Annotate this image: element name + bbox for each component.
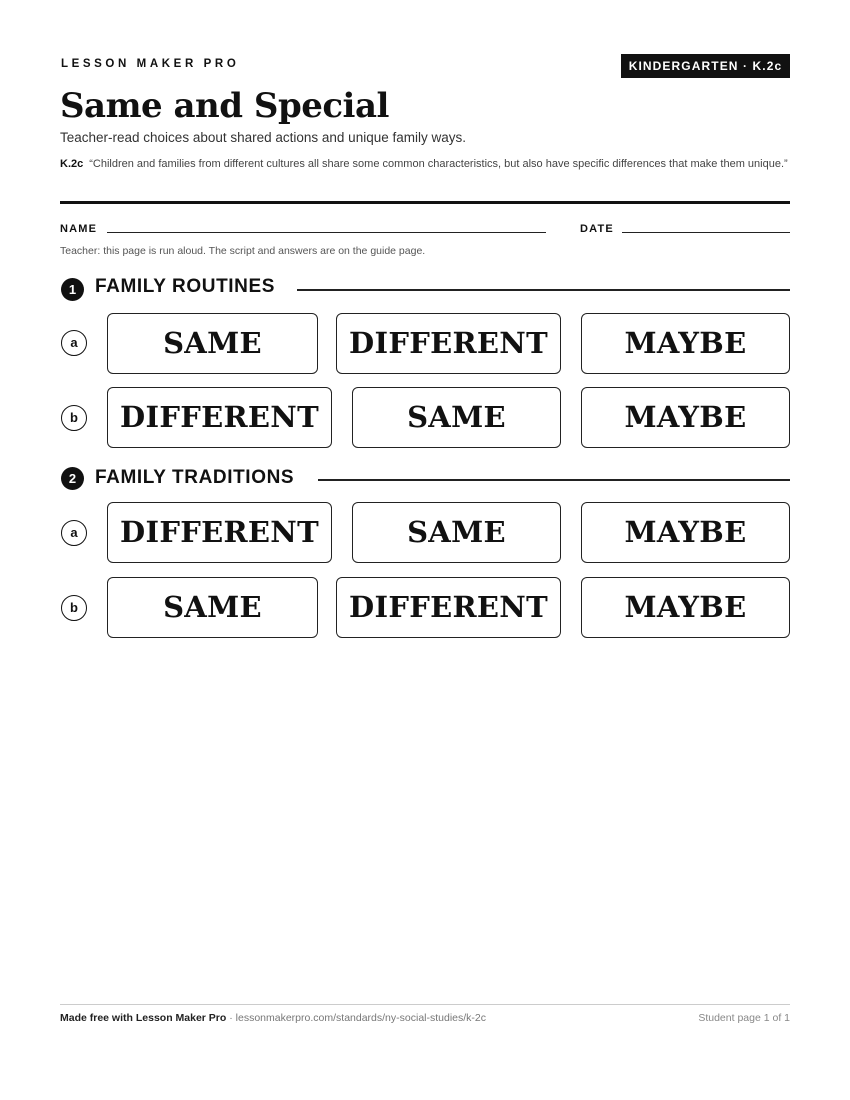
choice-button[interactable]: DIFFERENT [336,313,561,374]
choice-button[interactable]: MAYBE [581,313,790,374]
section-divider [297,289,790,291]
date-label: DATE [580,223,614,235]
name-field[interactable] [107,232,546,233]
row-letter: b [61,595,87,621]
row-letter: a [61,520,87,546]
grade-badge: KINDERGARTEN · K.2c [621,54,790,78]
name-label: NAME [60,223,98,235]
standard-text: “Children and families from different cultures all share some common characteristics, but also have specific differences that make them unique.” [89,158,788,170]
choice-button[interactable]: SAME [352,502,561,563]
choice-button[interactable]: SAME [352,387,561,448]
footer-separator: · [229,1012,233,1024]
choice-button[interactable]: MAYBE [581,502,790,563]
section-number-badge: 2 [61,467,84,490]
choice-button[interactable]: MAYBE [581,387,790,448]
section-title-family-routines: FAMILY ROUTINES [95,276,276,297]
choice-button[interactable]: SAME [107,313,318,374]
header-divider [60,201,790,204]
footer-page-label: Student page 1 of 1 [698,1012,790,1024]
standard-code: K.2c [60,158,84,170]
page-subtitle: Teacher-read choices about shared actions and unique family ways. [60,130,466,145]
footer-divider [60,1004,790,1005]
section-divider [318,479,790,481]
choice-button[interactable]: MAYBE [581,577,790,638]
footer-url-link[interactable]: lessonmakerpro.com/standards/ny-social-studies/k-2c [235,1012,487,1024]
brand-name: LESSON MAKER PRO [61,58,240,70]
footer-made-with: Made free with Lesson Maker Pro [60,1012,227,1024]
choice-button[interactable]: SAME [107,577,318,638]
section-number-badge: 1 [61,278,84,301]
standard-statement [60,156,795,173]
choice-button[interactable]: DIFFERENT [107,502,332,563]
date-field[interactable] [622,232,790,233]
choice-button[interactable]: DIFFERENT [107,387,332,448]
row-letter: b [61,405,87,431]
page-title: Same and Special [60,86,389,126]
teacher-note: Teacher: this page is run aloud. The script and answers are on the guide page. [60,245,426,257]
footer-credit [60,1012,486,1024]
section-title-family-traditions: FAMILY TRADITIONS [95,467,295,488]
row-letter: a [61,330,87,356]
choice-button[interactable]: DIFFERENT [336,577,561,638]
